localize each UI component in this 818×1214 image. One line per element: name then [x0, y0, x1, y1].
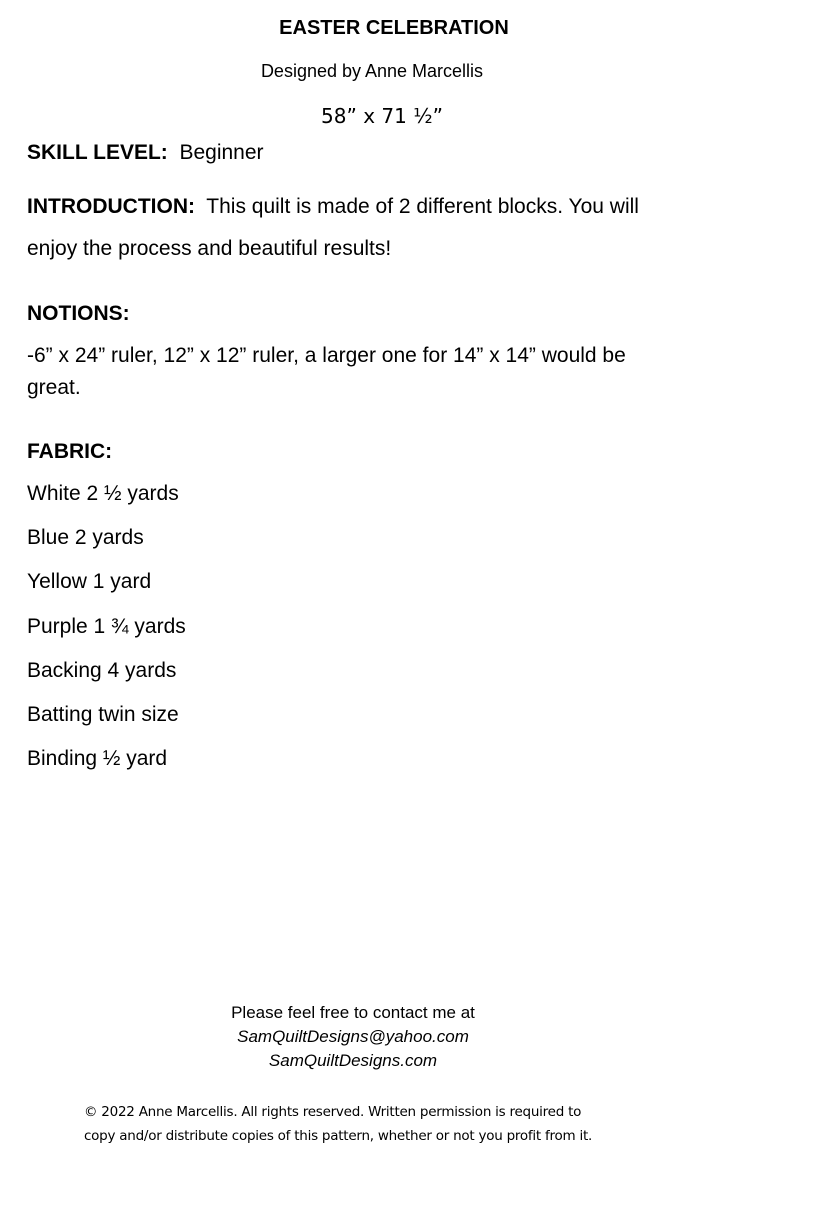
- fabric-item: Binding ½ yard: [27, 747, 168, 771]
- fabric-item: Purple 1 ¾ yards: [27, 614, 186, 638]
- skill-level: [27, 141, 264, 165]
- notions-heading: NOTIONS:: [27, 302, 130, 325]
- quilt-size: 58” x 71 ½”: [321, 104, 443, 128]
- notions-text-2: great.: [27, 376, 81, 399]
- contact-intro: Please feel free to contact me at: [231, 1003, 475, 1022]
- introduction-label: INTRODUCTION:: [27, 195, 195, 218]
- notions-text-1: -6” x 24” ruler, 12” x 12” ruler, a larger one for 14” x 14” would be: [27, 344, 626, 367]
- designer-credit: Designed by Anne Marcellis: [260, 61, 484, 81]
- pattern-title: EASTER CELEBRATION: [279, 17, 509, 39]
- fabric-list: [27, 482, 186, 791]
- contact-website: SamQuiltDesigns.com: [268, 1051, 438, 1070]
- introduction-text-1: This quilt is made of 2 different blocks. You will: [206, 195, 639, 218]
- introduction-line-1: [27, 195, 639, 219]
- fabric-item: White 2 ½ yards: [27, 482, 179, 505]
- fabric-heading: FABRIC:: [27, 440, 113, 463]
- fabric-item: Yellow 1 yard: [27, 570, 152, 594]
- copyright-line-1: © 2022 Anne Marcellis. All rights reserved. Written permission is required to: [84, 1104, 582, 1120]
- skill-level-label: SKILL LEVEL:: [27, 141, 168, 164]
- copyright-line-2: copy and/or distribute copies of this pattern, whether or not you profit from it.: [84, 1128, 593, 1144]
- fabric-item: Batting twin size: [27, 702, 179, 726]
- fabric-item: Backing 4 yards: [27, 658, 177, 682]
- fabric-item: Blue 2 yards: [27, 526, 144, 550]
- skill-level-value: Beginner: [179, 141, 264, 164]
- introduction-text-2: enjoy the process and beautiful results!: [27, 237, 392, 260]
- contact-email: SamQuiltDesigns@yahoo.com: [237, 1027, 469, 1046]
